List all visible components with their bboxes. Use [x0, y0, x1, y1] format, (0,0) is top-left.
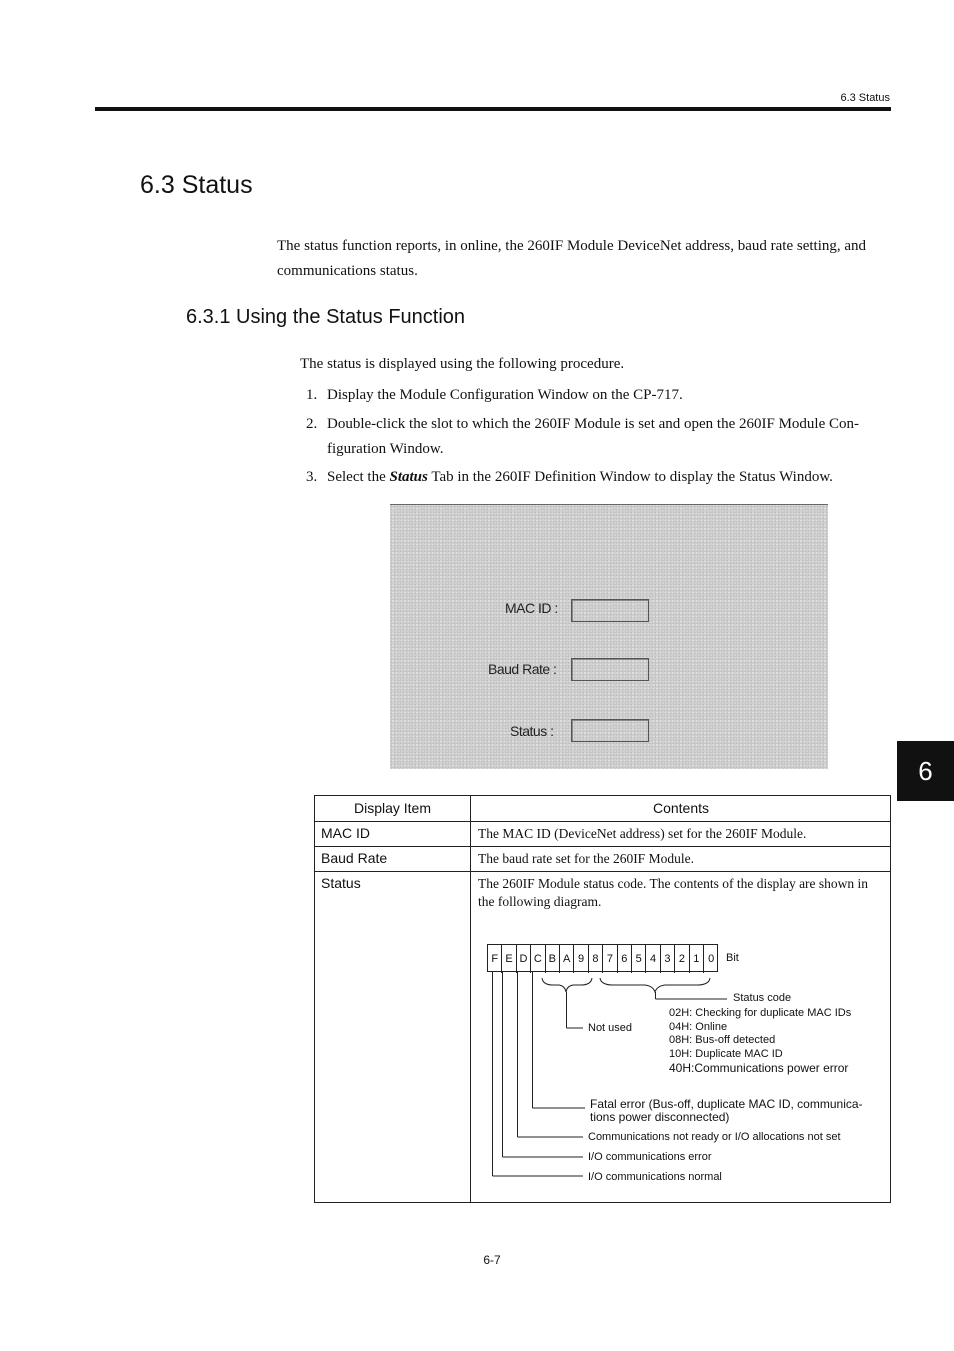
bit-cell: 4: [646, 945, 660, 973]
fatal-error-line: Fatal error (Bus-off, duplicate MAC ID, communica-: [590, 1097, 863, 1111]
status-code-item: 08H: Bus-off detected: [669, 1034, 776, 1046]
header-rule: [95, 107, 891, 111]
status-tab-name: Status: [389, 469, 428, 485]
not-used-brace: [542, 978, 592, 992]
bit-cell: 6: [618, 945, 632, 973]
page-number: 6-7: [483, 1253, 501, 1267]
status-window-screenshot: [390, 504, 828, 769]
header-display-item: Display Item: [353, 800, 432, 816]
bit-label: Bit: [726, 952, 739, 964]
step-text: Double-click the slot to which the 260IF Module is set and open the 260IF Module Con-figuration Window.: [327, 416, 860, 457]
procedure-intro: The status is displayed using the following procedure.: [300, 356, 625, 372]
row-item-mac-id: MAC ID: [321, 825, 370, 841]
procedure-step-2: [306, 412, 891, 461]
section-title: 6.3 Status: [140, 171, 253, 199]
chapter-tab: 6: [897, 741, 954, 801]
fatal-error-label: [590, 1098, 863, 1124]
step-number: 1.: [306, 387, 318, 403]
status-code-list: [669, 1007, 851, 1076]
bit-cell: 9: [574, 945, 588, 973]
bit-cell: 2: [675, 945, 689, 973]
bit-cell: 1: [690, 945, 704, 973]
step-text: Display the Module Configuration Window on the CP-717.: [327, 387, 683, 403]
step-text: [306, 465, 891, 490]
bit-cell: F: [488, 945, 502, 973]
comm-not-ready-label: Communications not ready or I/O allocations not set: [588, 1131, 841, 1143]
bit-cell: 3: [661, 945, 675, 973]
bit-cell: C: [531, 945, 545, 973]
bit-cell: D: [517, 945, 531, 973]
bit-cell: 0: [708, 953, 715, 965]
subsection-title: 6.3.1 Using the Status Function: [186, 306, 466, 328]
status-code-item: 02H: Checking for duplicate MAC IDs: [669, 1007, 852, 1019]
bit-cell: 7: [603, 945, 617, 973]
baud-rate-label: Baud Rate :: [488, 661, 557, 677]
io-normal-label: I/O communications normal: [588, 1171, 722, 1183]
bit-cell: E: [502, 945, 516, 973]
mac-id-label: MAC ID :: [505, 600, 558, 616]
row-contents-status: The 260IF Module status code. The contents of the display are shown in the following diagram.: [478, 876, 869, 909]
bit-cell: 8: [589, 945, 603, 973]
status-field: [571, 719, 649, 742]
step-text-before: Select the: [327, 469, 390, 485]
bit-cell: A: [560, 945, 574, 973]
mac-id-field: [571, 599, 649, 622]
header-contents: Contents: [652, 800, 710, 816]
not-used-label: Not used: [588, 1022, 633, 1034]
status-code-item: 40H:Communications power error: [669, 1061, 849, 1075]
intro-paragraph: The status function reports, in online, the 260IF Module DeviceNet address, baud rate setting, and communications status.: [277, 238, 867, 279]
row-item-baud-rate: Baud Rate: [321, 850, 388, 866]
running-header: 6.3 Status: [840, 92, 890, 104]
fatal-error-line: tions power disconnected): [590, 1110, 730, 1124]
status-code-label: Status code: [733, 992, 792, 1004]
row-contents-mac-id: The MAC ID (DeviceNet address) set for the 260IF Module.: [478, 826, 807, 841]
bit-cell: B: [546, 945, 560, 973]
io-error-label: I/O communications error: [588, 1151, 712, 1163]
step-number: 2.: [306, 416, 318, 432]
status-code-item: 10H: Duplicate MAC ID: [669, 1047, 783, 1060]
row-item-status: Status: [321, 875, 361, 891]
step-number: 3.: [306, 469, 318, 485]
status-code-brace: [600, 978, 710, 992]
baud-rate-field: [571, 658, 649, 681]
status-code-item: 04H: Online: [669, 1020, 728, 1033]
procedure-step-1: [306, 383, 891, 408]
status-table: [314, 795, 891, 1203]
procedure-step-3: [306, 465, 891, 490]
row-contents-baud-rate: The baud rate set for the 260IF Module.: [478, 851, 694, 866]
status-label: Status :: [510, 723, 554, 739]
bit-cell: 5: [632, 945, 646, 973]
step-text-after: Tab in the 260IF Definition Window to display the Status Window.: [427, 469, 833, 485]
